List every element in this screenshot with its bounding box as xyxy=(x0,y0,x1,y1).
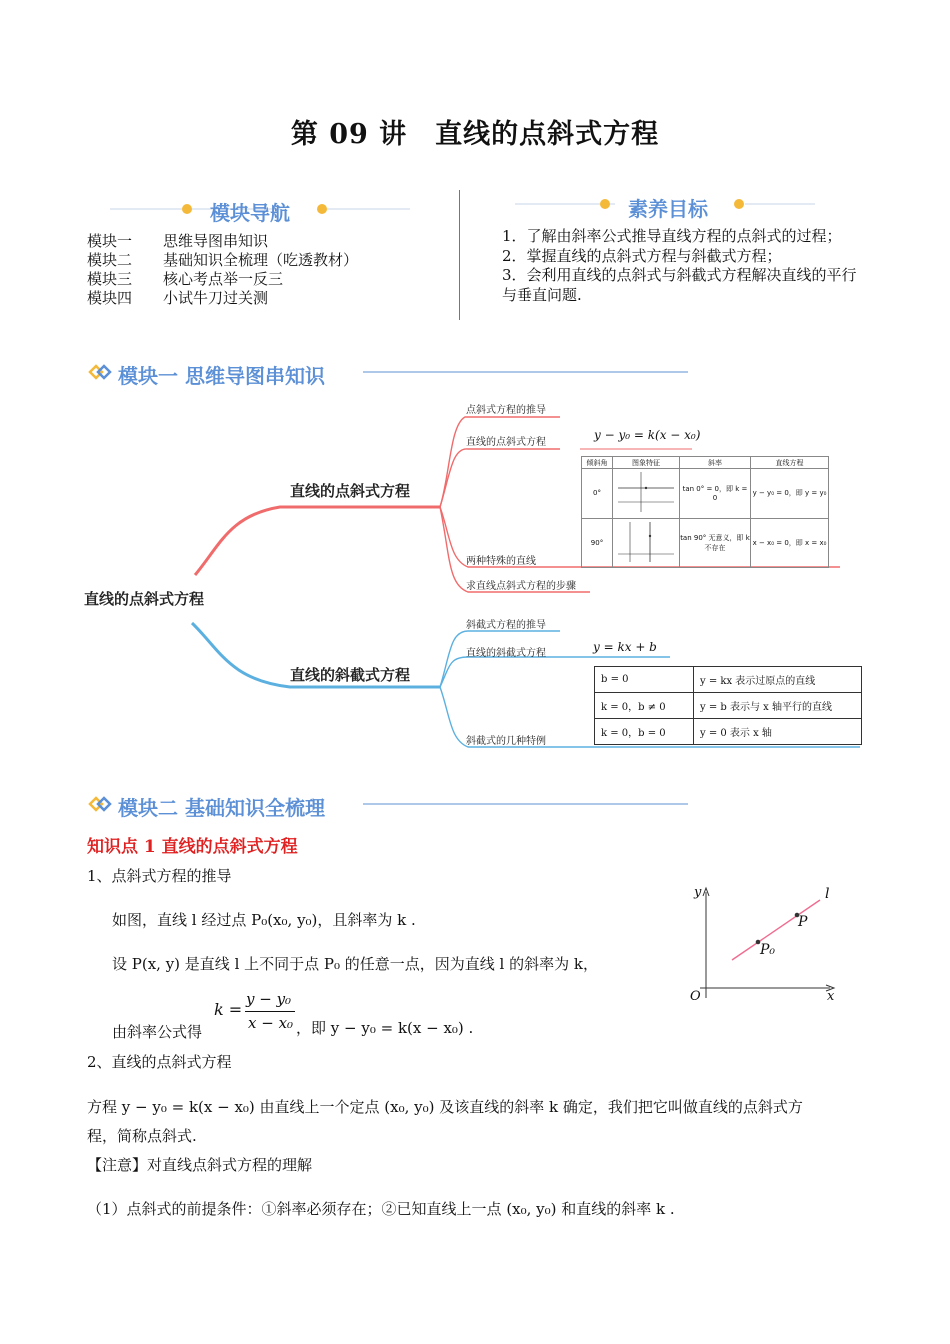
divider xyxy=(459,190,460,320)
paragraph: 由斜率公式得 xyxy=(112,1023,203,1041)
fraction-bar xyxy=(245,1011,295,1012)
figure-origin-label: O xyxy=(690,989,701,1004)
nav-item: 模块一 思维导图串知识 xyxy=(87,232,269,250)
graph-horizontal-line xyxy=(613,469,680,519)
fraction-numerator: y − y₀ xyxy=(246,990,292,1008)
nav-header: 模块导航 xyxy=(210,201,290,225)
nav-item: 模块二 基础知识全梳理（吃透教材） xyxy=(87,251,359,269)
graph-vertical-line xyxy=(613,518,680,568)
figure-y-label: y xyxy=(694,885,702,900)
mindmap-leaf: 斜截式的几种特例 xyxy=(466,736,546,747)
goal-item: 2．掌握直线的点斜式方程与斜截式方程； xyxy=(502,246,782,265)
paragraph: 设 P(x, y) 是直线 l 上不同于点 P₀ 的任意一点，因为直线 l 的斜率为 k， xyxy=(112,955,598,973)
section-title: 1、点斜式方程的推导 xyxy=(87,867,232,885)
mindmap-leaf: 两种特殊的直线 xyxy=(466,556,536,567)
module2-header: 模块二 基础知识全梳理 xyxy=(118,796,325,820)
paragraph: ，即 y − y₀ = k(x − x₀) . xyxy=(296,1019,474,1037)
mindmap-branch-point-slope: 直线的点斜式方程 xyxy=(290,482,411,500)
mindmap-leaf: 直线的斜截式方程 xyxy=(466,648,546,659)
goal-item: 1．了解由斜率公式推导直线方程的点斜式的过程； xyxy=(502,227,842,245)
nav-item: 模块四 小试牛刀过关测 xyxy=(87,289,269,307)
note: 【注意】对直线点斜式方程的理解 xyxy=(87,1156,313,1174)
fraction-k: k = xyxy=(214,1000,243,1019)
special-lines-table: 倾斜角 图象特征 斜率 直线方程 0° tan 0° = 0，即 k = 0 y − y₀ = 0，即 y = y₀ 90° tan 90° 无意义，即 k 不存在 x − x₀ = 0，即 x = x₀ xyxy=(581,456,829,568)
mindmap-root: 直线的点斜式方程 xyxy=(84,590,205,608)
figure-line-label: l xyxy=(825,886,830,902)
mindmap-leaf: 直线的点斜式方程 xyxy=(466,437,546,448)
goals-header: 素养目标 xyxy=(628,197,708,221)
special-cases-table: b = 0 y = kx 表示过原点的直线 k = 0，b ≠ 0 y = b 表示与 x 轴平行的直线 k = 0，b = 0 y = 0 表示 x 轴 xyxy=(594,666,862,745)
mindmap-leaf: 求直线点斜式方程的步骤 xyxy=(466,581,576,592)
mindmap-leaf: 斜截式方程的推导 xyxy=(466,620,546,631)
mindmap-leaf: 点斜式方程的推导 xyxy=(466,405,546,416)
nav-list xyxy=(87,232,358,308)
figure-p-label: P xyxy=(798,914,808,930)
module1-header: 模块一 思维导图串知识 xyxy=(118,364,325,388)
knowledge-point-title: 知识点 1 直线的点斜式方程 xyxy=(87,837,298,857)
figure-p0-label: P₀ xyxy=(760,942,776,958)
mindmap-branch-slope-intercept: 直线的斜截式方程 xyxy=(290,666,411,684)
paragraph: 方程 y − y₀ = k(x − x₀) 由直线上一个定点 (x₀, y₀) 及该直线的斜率 k 确定，我们把它叫做直线的点斜式方 xyxy=(87,1098,803,1116)
section-title: 2、直线的点斜式方程 xyxy=(87,1053,232,1071)
nav-item: 模块三 核心考点举一反三 xyxy=(87,270,284,288)
point-slope-formula: y − y₀ = k(x − x₀) xyxy=(594,428,701,442)
goal-item: 3．会利用直线的点斜式与斜截式方程解决直线的平行与垂直问题. xyxy=(502,266,857,304)
slope-intercept-formula: y = kx + b xyxy=(593,640,657,654)
goals-list xyxy=(502,227,870,305)
paragraph: 程，简称点斜式. xyxy=(87,1127,197,1145)
paragraph: 如图，直线 l 经过点 P₀(x₀, y₀)，且斜率为 k . xyxy=(112,911,416,929)
fraction-denominator: x − x₀ xyxy=(248,1014,294,1032)
page-title: 第 09 讲 直线的点斜式方程 xyxy=(290,119,660,150)
paragraph: （1）点斜式的前提条件：①斜率必须存在；②已知直线上一点 (x₀, y₀) 和直线的斜率 k . xyxy=(87,1200,675,1218)
figure-x-label: x xyxy=(827,989,835,1004)
